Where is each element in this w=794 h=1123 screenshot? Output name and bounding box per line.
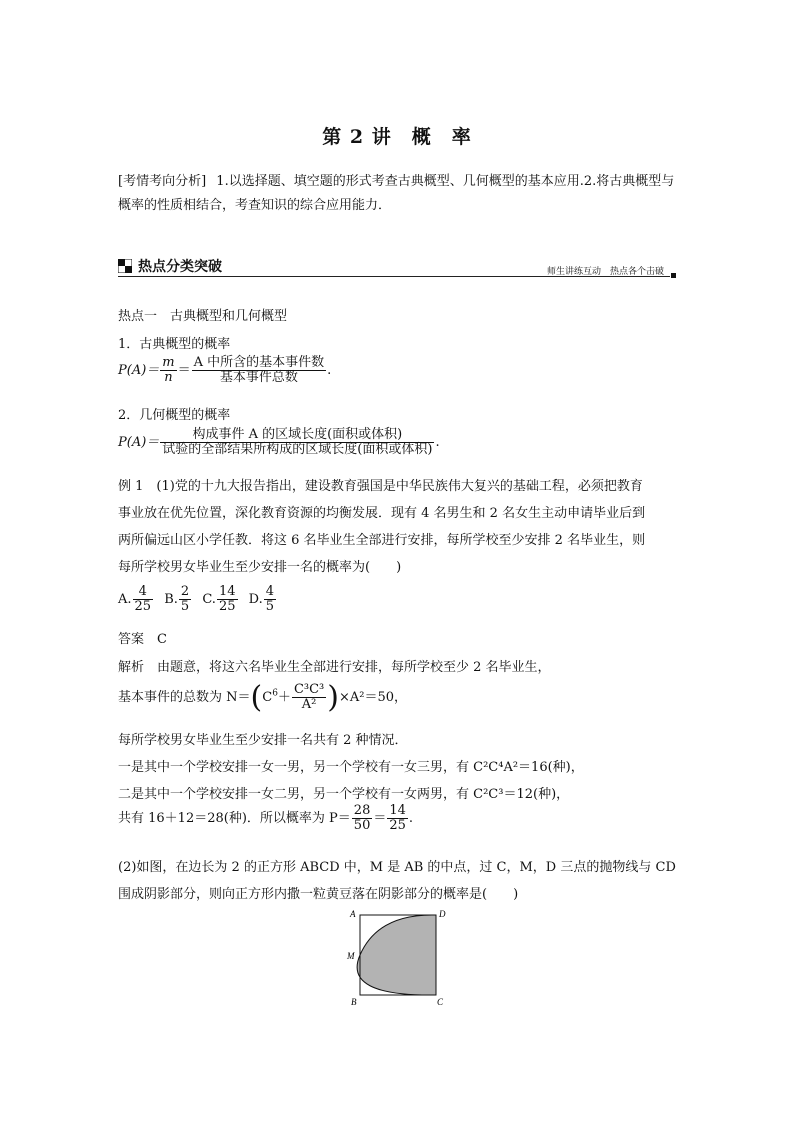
- solution-formula: 基本事件的总数为 $N=(C^6+$ $\frac{\text{C³C³}}{\text{A²}}$ )×A²＝50，: [118, 680, 408, 715]
- classical-probability-heading: 1．古典概型的概率: [118, 337, 231, 352]
- example-part2-line: 围成阴影部分，则向正方形内撒一粒黄豆落在阴影部分的概率是( ): [118, 887, 519, 902]
- solution-line: 一是其中一个学校安排一女一男，另一个学校有一女三男，有 C²C⁴A²＝16(种)，: [118, 760, 584, 775]
- solution-line: 每所学校男女毕业生至少安排一名共有 2 种情况．: [118, 733, 408, 748]
- solution-line: 二是其中一个学校安排一女二男，另一个学校有一女两男，有 C²C³＝12(种)，: [118, 787, 570, 802]
- hotspot-heading: 热点一 古典概型和几何概型: [118, 309, 288, 324]
- section-header: [118, 256, 676, 278]
- option-d: D. $\frac{4}{5}$: [248, 584, 275, 614]
- example-part2-line: (2)如图，在边长为 2 的正方形 ABCD 中，M 是 AB 的中点，过 C，M，D 三点的抛物线与 CD: [118, 860, 676, 875]
- combination-fraction: $\frac{\text{C³C³}}{\text{A²}}$: [293, 682, 325, 712]
- fraction-m-over-n: $\frac{m}{n}$: [162, 355, 175, 385]
- page-title: 第 2 讲 概 率: [322, 126, 472, 148]
- checker-square-icon: [118, 259, 132, 273]
- option-c: C. $\frac{14}{25}$: [202, 584, 236, 614]
- geometric-probability-heading: 2．几何概型的概率: [118, 408, 231, 423]
- section-divider: [118, 276, 670, 277]
- formula-lhs: P(A)＝: [118, 363, 160, 378]
- analysis-text: 1.以选择题、填空题的形式考查古典概型、几何概型的基本应用.2.将古典概型与概率的性质相结合，考查知识的综合应用能力．: [118, 174, 675, 213]
- divider-end-square: [671, 273, 676, 278]
- classical-probability-formula: P(A)＝ $\frac{m}{n}$ ＝ $\frac{\text{A 中所含的基本事件数}}{\text{基本事件总数}}$ .: [118, 355, 332, 385]
- vertex-label-d: D: [439, 909, 446, 919]
- example-line: 例 1 (1)党的十九大报告指出，建设教育强国是中华民族伟大复兴的基础工程，必须把教育: [118, 479, 643, 494]
- analysis-paragraph: [118, 170, 678, 218]
- solution-probability: 共有 16＋12＝28(种)．所以概率为 P＝ $\frac{28}{50}$ ＝ $\frac{14}{25}$ .: [118, 803, 414, 833]
- formula-lhs: P(A)＝: [118, 435, 160, 450]
- vertex-label-a: A: [350, 909, 356, 919]
- section-header-title: 热点分类突破: [138, 259, 222, 275]
- section-header-subtitle: 师生讲练互动 热点各个击破: [546, 267, 664, 277]
- geometric-probability-formula: P(A)＝ $\frac{\text{构成事件 A 的区域长度(面积或体积)}}{\text{试验的全部结果所构成的区域长度(面积或体积)}}$ .: [118, 427, 440, 457]
- solution-line: 解析 由题意，将这六名毕业生全部进行安排，每所学校至少 2 名毕业生，: [118, 660, 551, 675]
- parabola-square-figure: [340, 905, 450, 1010]
- option-b: B. $\frac{2}{5}$: [164, 584, 190, 614]
- equals-sign: ＝: [177, 363, 191, 378]
- vertex-label-b: B: [351, 997, 357, 1007]
- shaded-region: [357, 915, 436, 995]
- option-a: A. $\frac{4}{25}$: [118, 584, 152, 614]
- example-line: 两所偏远山区小学任教．将这 6 名毕业生全部进行安排，每所学校至少安排 2 名毕业生，则: [118, 533, 646, 548]
- example-line: 事业放在优先位置，深化教育资源的均衡发展．现有 4 名男生和 2 名女生主动申请毕业后到: [118, 506, 646, 521]
- vertex-label-c: C: [437, 997, 444, 1007]
- example-line: 每所学校男女毕业生至少安排一名的概率为( ): [118, 560, 402, 575]
- answer-text: 答案 C: [118, 632, 167, 647]
- vertex-label-m: M: [347, 951, 355, 961]
- fraction-event-count: $\frac{\text{A 中所含的基本事件数}}{\text{基本事件总数}}$: [193, 355, 325, 385]
- answer-options: [118, 585, 277, 614]
- fraction-region-measure: $\frac{\text{构成事件 A 的区域长度(面积或体积)}}{\text{试验的全部结果所构成的区域长度(面积或体积)}}$: [162, 427, 433, 457]
- analysis-label: [考情考向分析]: [118, 174, 207, 189]
